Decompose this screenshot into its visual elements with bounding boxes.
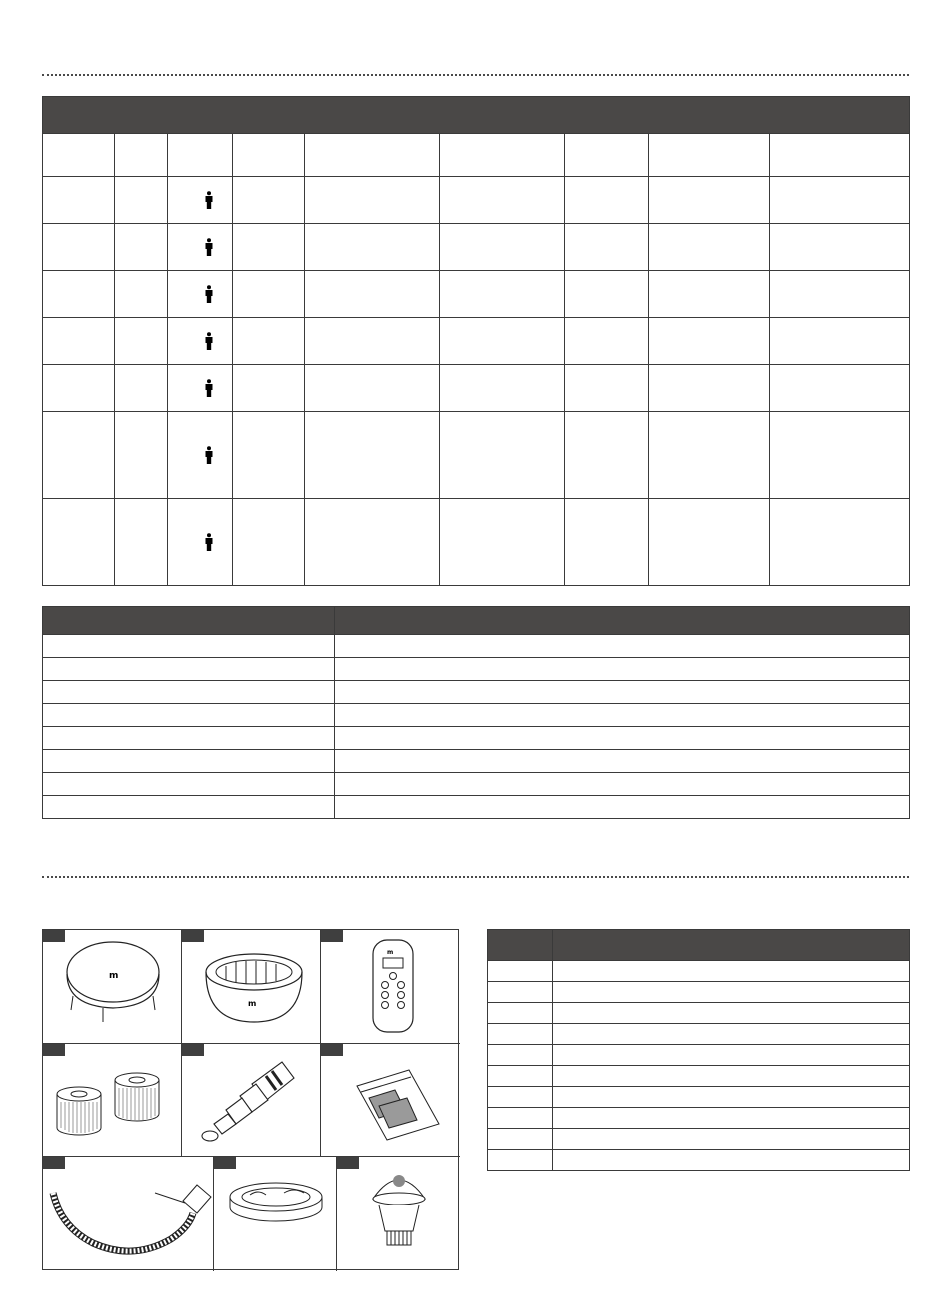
part-cell-1: [43, 930, 182, 1044]
table-row: [43, 796, 910, 819]
table-row: [488, 1150, 910, 1171]
table-row: [43, 750, 910, 773]
part-badge: [321, 930, 343, 942]
person-icon: [204, 379, 214, 397]
parts-list-header: [488, 930, 910, 961]
parts-illustration-grid: [42, 929, 459, 1270]
part-cell-6: [321, 1044, 460, 1157]
person-icon: [204, 191, 214, 209]
person-icon: [204, 446, 214, 464]
person-icon: [204, 533, 214, 551]
part-badge: [43, 930, 65, 942]
table-row: [43, 318, 910, 365]
table-row: [43, 681, 910, 704]
part-cell-4: [43, 1044, 182, 1157]
spec-table-header-row: [43, 134, 910, 177]
parts-list-table: [487, 929, 910, 1171]
table-row: [43, 658, 910, 681]
remote-control-icon: [321, 930, 460, 1044]
section-divider-top: [42, 74, 909, 76]
person-icon: [204, 238, 214, 256]
part-badge: [337, 1157, 359, 1169]
table-row: [488, 1024, 910, 1045]
table-row: [43, 704, 910, 727]
part-badge: [182, 930, 204, 942]
part-cell-2: [182, 930, 321, 1044]
section-divider-bottom: [42, 876, 909, 878]
table-row: [43, 727, 910, 750]
table-row: [43, 224, 910, 271]
svg-text:m: m: [387, 949, 394, 956]
part-badge: [43, 1044, 65, 1056]
specification-table: [42, 96, 910, 586]
table-row: [43, 365, 910, 412]
spa-cover-icon: [43, 930, 182, 1044]
svg-text:m: m: [248, 999, 257, 1008]
part-badge: [182, 1044, 204, 1056]
flexible-hose-icon: [43, 1157, 214, 1271]
table-row: [488, 961, 910, 982]
accessory-table: [42, 606, 910, 819]
spa-tub-icon: [182, 930, 321, 1044]
filter-cartridges-icon: [43, 1044, 182, 1157]
part-cell-3: [321, 930, 460, 1044]
table-row: [43, 271, 910, 318]
person-icon: [204, 332, 214, 350]
chemical-floater-icon: [337, 1157, 460, 1271]
table-row: [488, 1066, 910, 1087]
person-icon: [204, 285, 214, 303]
part-cell-9: [337, 1157, 460, 1271]
table-row: [43, 412, 910, 499]
table-row: [43, 773, 910, 796]
table-row: [488, 1087, 910, 1108]
table-row: [43, 499, 910, 586]
part-badge: [43, 1157, 65, 1169]
table-row: [488, 1108, 910, 1129]
table-row: [488, 1003, 910, 1024]
table-row: [488, 1045, 910, 1066]
table-row: [43, 177, 910, 224]
hose-connector-icon: [182, 1044, 321, 1157]
spec-table-title-band: [43, 97, 910, 134]
repair-patch-kit-icon: [321, 1044, 460, 1157]
table-row: [488, 982, 910, 1003]
part-cell-8: [214, 1157, 337, 1271]
ground-sheet-roll-icon: [214, 1157, 337, 1271]
table-row: [43, 635, 910, 658]
part-badge: [321, 1044, 343, 1056]
part-cell-5: [182, 1044, 321, 1157]
part-cell-7: [43, 1157, 214, 1271]
table-row: [488, 1129, 910, 1150]
accessory-table-header: [43, 607, 910, 635]
svg-text:m: m: [109, 971, 119, 981]
part-badge: [214, 1157, 236, 1169]
